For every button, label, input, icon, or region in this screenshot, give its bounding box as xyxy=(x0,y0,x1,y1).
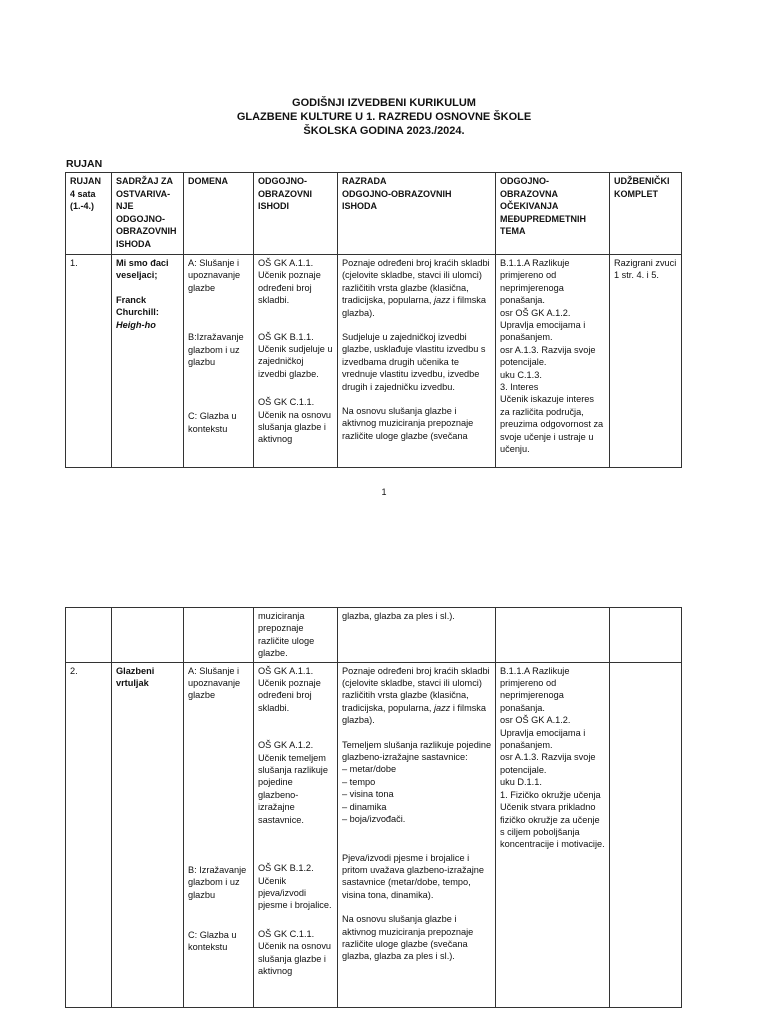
outcome-continued: muziciranja prepoznaje različite uloge glazbe. xyxy=(254,608,338,663)
domain-b: B:Izražavanje glazbom i uz glazbu xyxy=(188,332,244,368)
table-row xyxy=(66,255,682,468)
table-row xyxy=(66,662,682,1007)
outcome-b: OŠ GK B.1.2. Učenik pjeva/izvodi pjesme i brojalice. xyxy=(258,863,332,911)
outcomes-cell xyxy=(254,662,338,1007)
textbook-cell xyxy=(610,662,682,1007)
row-number: 1. xyxy=(66,255,112,468)
table-header-row xyxy=(66,173,682,255)
outcome-a2: OŠ GK A.1.2. Učenik temeljem slušanja razlikuje pojedine glazbeno-izražajne sastavnice. xyxy=(258,740,328,825)
header-month-hours: RUJAN 4 sata (1.-4.) xyxy=(66,173,112,255)
outcome-a: OŠ GK A.1.1. Učenik poznaje određeni broj skladbi. xyxy=(258,258,321,306)
content-cell xyxy=(112,662,184,1007)
elaboration-a2: Temeljem slušanja razlikuje pojedine glazbeno-izražajne sastavnice: – metar/dobe – tempo – visina tona – dinamika – boja/izvođači. xyxy=(342,739,492,825)
domain-cell xyxy=(184,662,254,1007)
title-line-2: GLAZBENE KULTURE U 1. RAZREDU OSNOVNE ŠKOLE xyxy=(236,111,532,123)
textbook-cell: Razigrani zvuci 1 str. 4. i 5. xyxy=(610,255,682,468)
elaboration-a: Poznaje određeni broj kraćih skladbi (cjelovite skladbe, stavci ili ulomci) različitih vrsta glazbe (klasična, tradicijska, popularna, jazz i filmska glazba). xyxy=(342,258,490,318)
page-title xyxy=(0,96,768,138)
header-elaboration: RAZRADA ODGOJNO-OBRAZOVNIH ISHODA xyxy=(338,173,496,255)
domain-b: B: Izražavanje glazbom i uz glazbu xyxy=(188,864,247,900)
header-cross-curricular: ODGOJNO- OBRAZOVNA OČEKIVANJA MEĐUPREDMETNIH TEMA xyxy=(496,173,610,255)
title-line-3: ŠKOLSKA GODINA 2023./2024. xyxy=(303,125,465,137)
title-line-1: GODIŠNJI IZVEDBENI KURIKULUM xyxy=(292,97,476,109)
header-domain: DOMENA xyxy=(184,173,254,255)
elaboration-a1: Poznaje određeni broj kraćih skladbi (cjelovite skladbe, stavci ili ulomci) različitih vrsta glazbe (klasična, tradicijska, popularna, jazz i filmska glazba). xyxy=(342,665,490,726)
outcome-c: OŠ GK C.1.1. Učenik na osnovu slušanja glazbe i aktivnog xyxy=(258,928,332,976)
elaboration-c: Na osnovu slušanja glazbe i aktivnog muziciranja prepoznaje različite uloge glazbe (svečana glazba, glazba za ples i sl.). xyxy=(342,914,474,962)
elaboration-c: Na osnovu slušanja glazbe i aktivnog muziciranja prepoznaje različite uloge glazbe (svečana xyxy=(342,406,474,441)
song-name: Heigh-ho xyxy=(116,319,156,330)
song-title: Glazbeni vrtuljak xyxy=(116,665,155,689)
domain-c: C: Glazba u kontekstu xyxy=(188,411,237,434)
header-textbook: UDŽBENIČKI KOMPLET xyxy=(610,173,682,255)
song-author: Franck Churchill: xyxy=(116,294,159,318)
elaboration-b: Sudjeluje u zajedničkoj izvedbi glazbe, usklađuje vlastitu izvedbu s izvedbama drugih učenika te vrednuje vlastitu izvedbu, izvedbe drugih i zajedničku izvedbu. xyxy=(342,332,486,392)
elaboration-cell xyxy=(338,662,496,1007)
domain-a: A: Slušanje i upoznavanje glazbe xyxy=(188,258,241,293)
page-number: 1 xyxy=(381,487,387,497)
domain-c: C: Glazba u kontekstu xyxy=(188,930,237,953)
month-label: RUJAN xyxy=(66,158,103,170)
header-outcomes: ODGOJNO- OBRAZOVNI ISHODI xyxy=(254,173,338,255)
outcomes-cell xyxy=(254,255,338,468)
elaboration-continued: glazba, glazba za ples i sl.). xyxy=(338,608,496,663)
elaboration-b: Pjeva/izvodi pjesme i brojalice i pritom uvažava glazbeno-izražajne sastavnice (metar/dobe, tempo, visina tona, dinamika). xyxy=(342,852,484,900)
table-row-continued xyxy=(66,608,682,663)
curriculum-table-page-2 xyxy=(65,607,682,1008)
domain-a: A: Slušanje i upoznavanje glazbe xyxy=(188,665,241,701)
cross-curricular-cell: B.1.1.A Razlikuje primjereno od neprimjerenoga ponašanja. osr OŠ GK A.1.2. Upravlja emocijama i ponašanjem. osr A.1.3. Razvija svoje potencijale. uku C.1.3. 3. Interes Učenik iskazuje interes za različita područja, preuzima odgovornost za svoje učenje i ustraje u učenju. xyxy=(496,255,610,468)
outcome-a1: OŠ GK A.1.1. Učenik poznaje određeni broj skladbi. xyxy=(258,665,321,713)
content-cell xyxy=(112,255,184,468)
outcome-c: OŠ GK C.1.1. Učenik na osnovu slušanja glazbe i aktivnog xyxy=(258,397,332,445)
cross-curricular-cell: B.1.1.A Razlikuje primjereno od neprimjerenoga ponašanja. osr OŠ GK A.1.2. Upravlja emocijama i ponašanjem. osr A.1.3. Razvija svoje potencijale. uku D.1.1. 1. Fizičko okružje učenja Učenik stvara prikladno fizičko okružje za učenje s ciljem poboljšanja koncentracije i motivacije. xyxy=(496,662,610,1007)
domain-cell xyxy=(184,255,254,468)
curriculum-table-page-1 xyxy=(65,172,682,468)
row-number: 2. xyxy=(66,662,112,1007)
outcome-b: OŠ GK B.1.1. Učenik sudjeluje u zajedničkoj izvedbi glazbe. xyxy=(258,331,333,379)
header-content: SADRŽAJ ZA OSTVARIVA- NJE ODGOJNO- OBRAZOVNIH ISHODA xyxy=(112,173,184,255)
elaboration-cell xyxy=(338,255,496,468)
song-title: Mi smo đaci veseljaci; xyxy=(116,258,169,281)
